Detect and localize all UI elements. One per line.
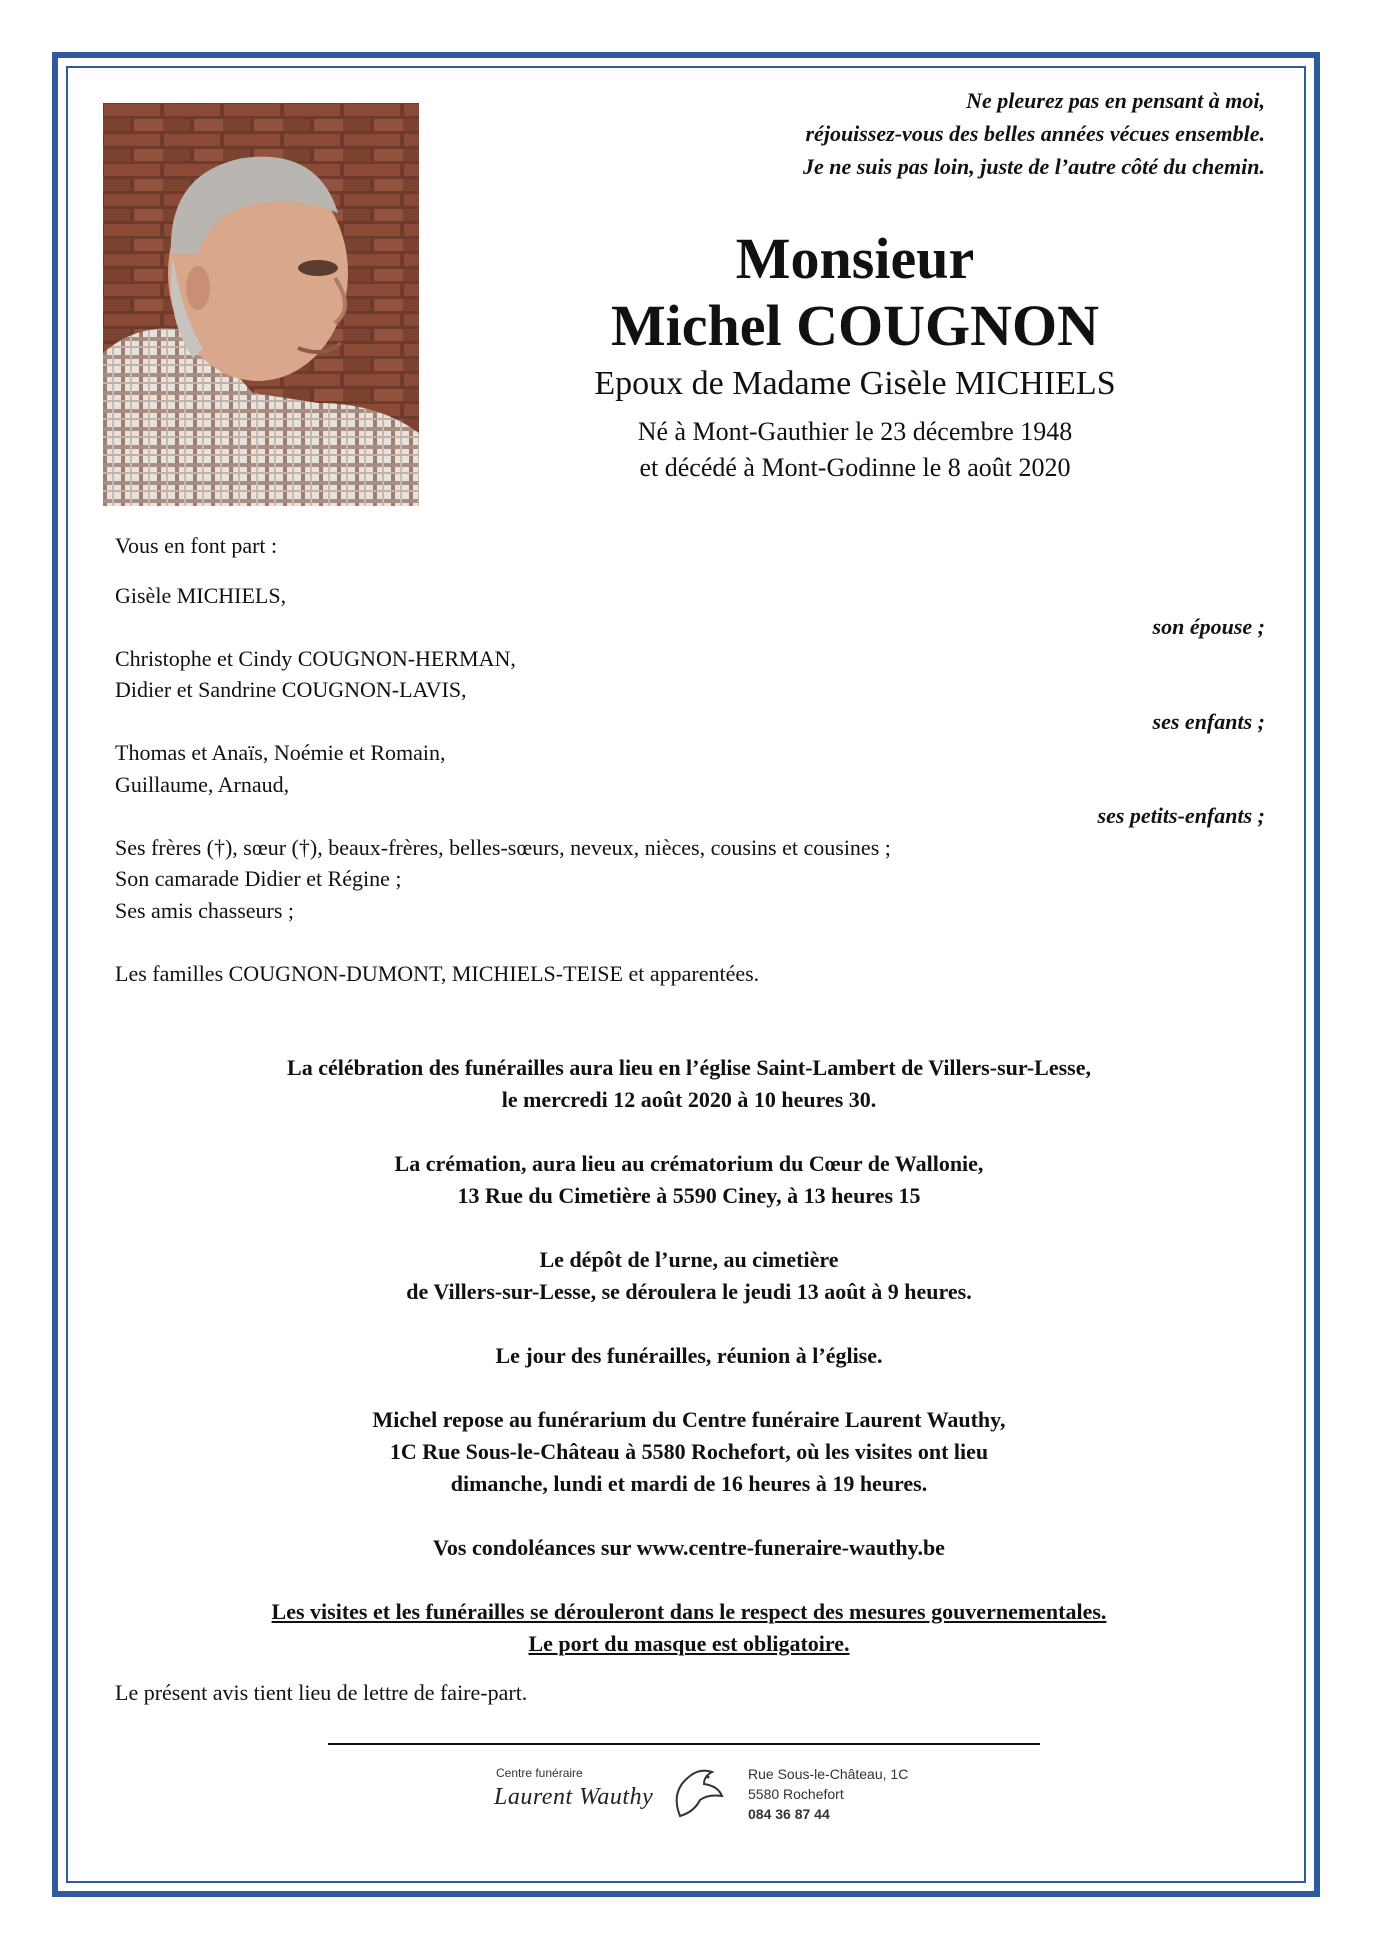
announcement-line: le mercredi 12 août 2020 à 10 heures 30. [501, 1087, 877, 1112]
death-line: et décédé à Mont-Godinne le 8 août 2020 [639, 453, 1071, 482]
announcement-line: dimanche, lundi et mardi de 16 heures à 19 heures. [450, 1471, 928, 1496]
epitaph-quote [803, 84, 1265, 183]
family-role: ses petits-enfants ; [1097, 803, 1265, 828]
announcement-line: Michel repose au funérarium du Centre funéraire Laurent Wauthy, [372, 1407, 1006, 1432]
family-role: son épouse ; [1152, 614, 1265, 639]
meeting-paragraph [80, 1340, 1298, 1372]
quote-line: Je ne suis pas loin, juste de l’autre côté du chemin. [802, 154, 1265, 179]
funeral-paragraph [80, 1052, 1298, 1116]
funeral-announcements [80, 1052, 1298, 1692]
dove-emblem-icon [660, 1756, 730, 1831]
announcement-line: Le jour des funérailles, réunion à l’église. [495, 1343, 883, 1368]
funeral-home-footer [490, 1754, 930, 1844]
family-member: Son camarade Didier et Régine ; [115, 866, 402, 891]
announcement-line: La crémation, aura lieu au crématorium du Cœur de Wallonie, [394, 1151, 984, 1176]
family-member: Christophe et Cindy COUGNON-HERMAN, [115, 645, 516, 671]
announcement-line: La célébration des funérailles aura lieu en l’église Saint-Lambert de Villers-sur-Lesse, [287, 1055, 1091, 1080]
quote-line: Ne pleurez pas en pensant à moi, [966, 88, 1265, 113]
family-member: Gisèle MICHIELS, [115, 582, 287, 608]
funeral-home-name: Laurent Wauthy [494, 1784, 654, 1810]
divider [328, 1743, 1040, 1745]
closing-line: Le présent avis tient lieu de lettre de faire-part. [115, 1680, 528, 1705]
family-member: Les familles COUGNON-DUMONT, MICHIELS-TEISE et apparentées. [115, 961, 760, 986]
quote-line: réjouissez-vous des belles années vécues ensemble. [805, 121, 1265, 146]
condolences-paragraph [80, 1532, 1298, 1564]
phone-number: 084 36 87 44 [748, 1806, 830, 1822]
spouse-line: Epoux de Madame Gisèle MICHIELS [594, 365, 1116, 402]
family-member: Ses amis chasseurs ; [115, 897, 295, 923]
family-member: Thomas et Anaïs, Noémie et Romain, [115, 740, 446, 765]
family-member: Ses frères (†), sœur (†), beaux-frères, belles-sœurs, neveux, nièces, cousins et cousines ; [115, 834, 891, 860]
deceased-name: Michel COUGNON [610, 293, 1100, 358]
honorific: Monsieur [735, 226, 975, 291]
portrait-photo [103, 103, 419, 506]
notice-line: Les visites et les funérailles se dérouleront dans le respect des mesures gouvernementales. [271, 1599, 1107, 1624]
address-line: Rue Sous-le-Château, 1C [748, 1766, 909, 1782]
condolences-line: Vos condoléances sur www.centre-funeraire-wauthy.be [433, 1535, 945, 1560]
announcement-line: de Villers-sur-Lesse, se déroulera le jeudi 13 août à 9 heures. [406, 1279, 972, 1304]
deceased-header [480, 228, 1230, 486]
notice-paragraph [80, 1596, 1298, 1660]
notice-line: Le port du masque est obligatoire. [528, 1631, 850, 1656]
announcement-line: 13 Rue du Cimetière à 5590 Ciney, à 13 heures 15 [457, 1183, 921, 1208]
announcement-line: Le dépôt de l’urne, au cimetière [539, 1247, 839, 1272]
funerarium-paragraph [80, 1404, 1298, 1500]
address-line: 5580 Rochefort [748, 1786, 844, 1802]
family-role: ses enfants ; [1152, 708, 1265, 734]
family-intro: Vous en font part : [115, 533, 278, 558]
urn-paragraph [80, 1244, 1298, 1308]
funeral-home-label: Centre funéraire [496, 1766, 583, 1780]
announcement-line: 1C Rue Sous-le-Château à 5580 Rochefort, où les visites ont lieu [389, 1439, 989, 1464]
birth-line: Né à Mont-Gauthier le 23 décembre 1948 [637, 417, 1073, 446]
family-member: Didier et Sandrine COUGNON-LAVIS, [115, 677, 467, 702]
family-member: Guillaume, Arnaud, [115, 771, 290, 797]
cremation-paragraph [80, 1148, 1298, 1212]
funeral-home-address [748, 1764, 908, 1824]
family-list [115, 530, 1265, 990]
